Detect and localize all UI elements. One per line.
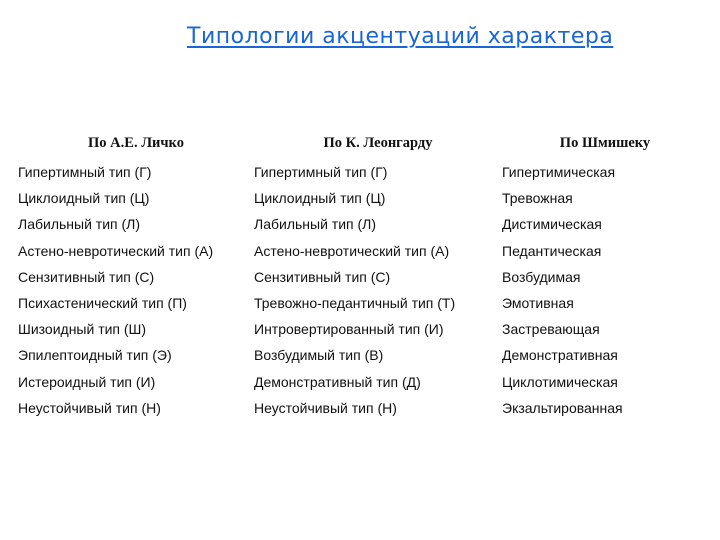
table-cell: Сензитивный тип (С) — [254, 268, 391, 285]
table-cell: Демонстративная — [502, 347, 618, 364]
table-cell: Гипертимный тип (Г) — [18, 164, 152, 180]
table-cell: Циклоидный тип (Ц) — [18, 190, 150, 207]
table-cell: Лабильный тип (Л) — [254, 216, 376, 233]
table-cell: Экзальтированная — [502, 399, 623, 416]
table-cell: Неустойчивый тип (Н) — [254, 399, 397, 416]
table-cell: Возбудимая — [502, 268, 581, 285]
table-cell: Тревожно-педантичный тип (Т) — [254, 294, 456, 311]
table-cell: Дистимическая — [502, 216, 602, 233]
table-cell: Астено-невротический тип (А) — [18, 242, 214, 259]
table-cell: Застревающая — [502, 321, 600, 338]
table-cell: Психастенический тип (П) — [18, 294, 187, 311]
table-cell: Тревожная — [502, 190, 573, 207]
column-header-lichko: По А.Е. Личко — [88, 135, 184, 151]
table-cell: Демонстративный тип (Д) — [254, 373, 421, 390]
table-cell: Шизоидный тип (Ш) — [18, 321, 147, 338]
table-cell: Интровертированный тип (И) — [254, 321, 444, 338]
table-cell: Неустойчивый тип (Н) — [18, 399, 161, 416]
table-cell: Возбудимый тип (В) — [254, 347, 384, 364]
column-header-leonhard: По К. Леонгарду — [323, 135, 433, 151]
slide-title-link[interactable]: Типологии акцентуаций характера — [187, 24, 614, 49]
table-cell: Эмотивная — [502, 294, 574, 311]
table-cell: Гипертимный тип (Г) — [254, 164, 388, 180]
table-cell: Гипертимическая — [502, 164, 616, 180]
typology-table — [18, 130, 708, 421]
table-cell: Эпилептоидный тип (Э) — [18, 347, 172, 364]
table-cell: Сензитивный тип (С) — [18, 268, 155, 285]
table-cell: Циклотимическая — [502, 373, 618, 390]
table-cell: Астено-невротический тип (А) — [254, 242, 450, 259]
table-cell: Истероидный тип (И) — [18, 373, 156, 390]
table-cell: Лабильный тип (Л) — [18, 216, 140, 233]
column-header-schmieschek: По Шмишеку — [559, 135, 651, 151]
table-cell: Педантическая — [502, 242, 602, 259]
table-cell: Циклоидный тип (Ц) — [254, 190, 386, 207]
